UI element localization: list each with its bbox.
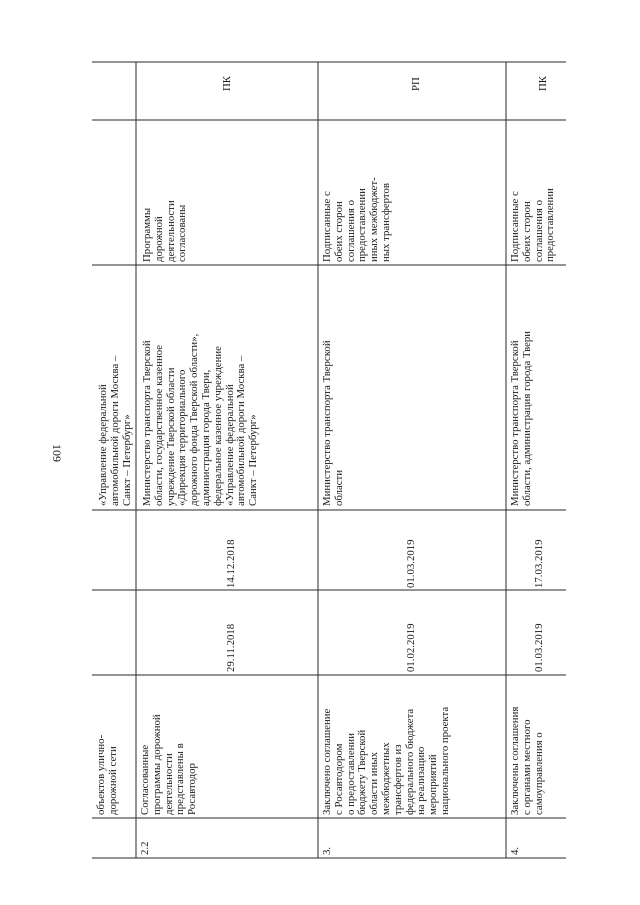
page-number: 109 — [50, 444, 64, 462]
